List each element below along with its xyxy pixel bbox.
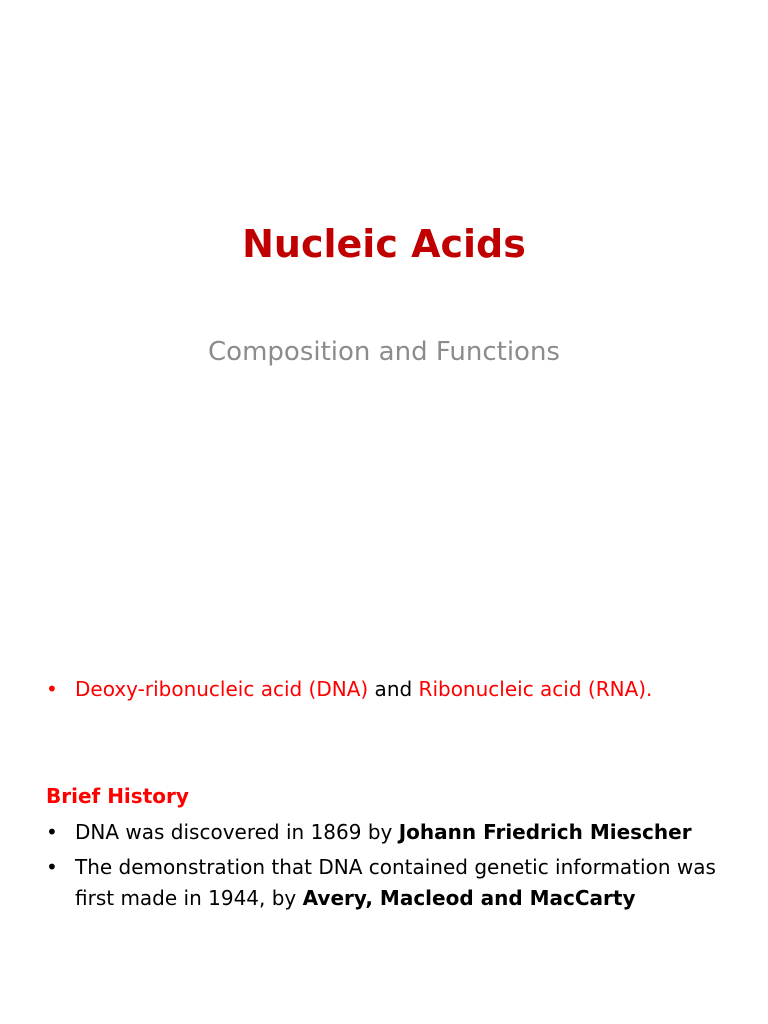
bullet-dot: • bbox=[46, 677, 58, 701]
history-bullet-text bbox=[75, 852, 736, 914]
brief-history-heading: Brief History bbox=[46, 784, 189, 808]
bullet-dot: • bbox=[46, 820, 58, 844]
history-name: Johann Friedrich Miescher bbox=[398, 820, 692, 844]
bullet-dot: • bbox=[46, 855, 58, 879]
rna-term: Ribonucleic acid (RNA). bbox=[418, 677, 653, 701]
dna-term: Deoxy-ribonucleic acid (DNA) bbox=[75, 677, 369, 701]
history-bullet bbox=[46, 817, 736, 848]
intro-bullet bbox=[46, 674, 736, 705]
slide-subtitle: Composition and Functions bbox=[208, 337, 560, 367]
connector-text: and bbox=[368, 677, 419, 701]
history-text: DNA was discovered in 1869 by bbox=[75, 820, 399, 844]
intro-bullet-text bbox=[75, 674, 736, 705]
history-bullet bbox=[46, 852, 736, 914]
history-text: The demonstration that DNA contained genetic information was first made in 1944, by bbox=[75, 855, 716, 910]
slide-title: Nucleic Acids bbox=[242, 222, 526, 266]
history-bullet-text bbox=[75, 817, 736, 848]
history-name: Avery, Macleod and MacCarty bbox=[302, 886, 636, 910]
content-slide bbox=[0, 560, 768, 1024]
